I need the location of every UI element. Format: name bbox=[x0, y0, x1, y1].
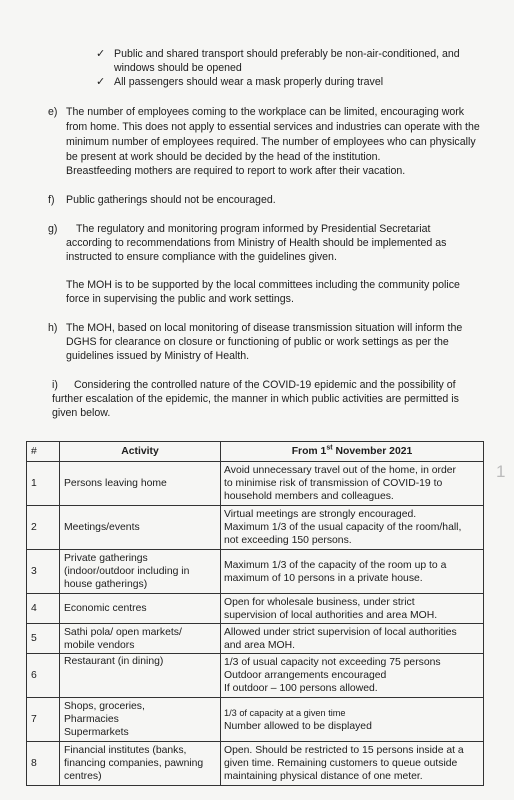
item-i-line: Considering the controlled nature of the COVID-19 epidemic and the possibility of bbox=[74, 379, 456, 391]
item-i-line: given below. bbox=[52, 407, 111, 419]
table-row bbox=[27, 698, 484, 742]
row-number: 4 bbox=[27, 594, 60, 624]
item-h-marker: h) bbox=[48, 322, 58, 334]
activities-table bbox=[26, 441, 484, 786]
item-g-line: according to recommendations from Ministry of Health should be implemented as bbox=[66, 237, 447, 249]
item-g-para2-line: force in supervising the public and work settings. bbox=[66, 293, 294, 305]
bullet-transport-line2: windows should be opened bbox=[114, 62, 242, 74]
item-g-marker: g) bbox=[48, 223, 58, 235]
bullet-mask: All passengers should wear a mask properly during travel bbox=[114, 76, 384, 88]
table-row bbox=[27, 550, 484, 594]
item-e-line: from home. This does not apply to essential services and industries can operate with the bbox=[66, 121, 480, 133]
table-row bbox=[27, 742, 484, 786]
table-row bbox=[27, 594, 484, 624]
row-rule: Open. Should be restricted to 15 persons inside at a given time. Remaining customers to queue outside maintaining physical distance of one meter. bbox=[221, 742, 484, 786]
page-number: 1 bbox=[496, 462, 506, 481]
col-header-from-date: From 1st November 2021 bbox=[221, 442, 484, 462]
item-g-line: The regulatory and monitoring program informed by Presidential Secretariat bbox=[76, 223, 431, 235]
check-icon: ✓ bbox=[96, 48, 106, 60]
row-activity: Persons leaving home bbox=[60, 462, 221, 506]
item-h-line: The MOH, based on local monitoring of disease transmission situation will inform the bbox=[66, 322, 463, 334]
row-number: 5 bbox=[27, 624, 60, 654]
row-rule: 1/3 of capacity at a given time Number allowed to be displayed bbox=[221, 698, 484, 742]
row-activity: Shops, groceries, Pharmacies Supermarkets bbox=[60, 698, 221, 742]
item-e-line: be present at work should be decided by the head of the institution. bbox=[66, 151, 381, 163]
row-rule: Virtual meetings are strongly encouraged. Maximum 1/3 of the usual capacity of the room/hall, not exceeding 150 persons. bbox=[221, 506, 484, 550]
row-activity: Private gatherings (indoor/outdoor including in house gatherings) bbox=[60, 550, 221, 594]
row-rule: Open for wholesale business, under strict supervision of local authorities and area MOH. bbox=[221, 594, 484, 624]
table-row bbox=[27, 654, 484, 698]
row-activity: Financial institutes (banks, financing companies, pawning centres) bbox=[60, 742, 221, 786]
item-i-marker: i) bbox=[52, 379, 58, 391]
item-h-line: guidelines issued by Ministry of Health. bbox=[66, 350, 250, 362]
item-e-line: The number of employees coming to the workplace can be limited, encouraging work bbox=[66, 106, 465, 118]
item-g-para2-line: The MOH is to be supported by the local committees including the community police bbox=[66, 279, 460, 291]
table-row bbox=[27, 624, 484, 654]
row-number: 8 bbox=[27, 742, 60, 786]
row-number: 2 bbox=[27, 506, 60, 550]
item-i-line: further escalation of the epidemic, the manner in which public activities are permitted is bbox=[52, 393, 459, 405]
col-header-number: # bbox=[27, 442, 60, 462]
item-e-line: Breastfeeding mothers are required to report to work after their vacation. bbox=[66, 165, 406, 177]
item-e-line: minimum number of employees required. The number of employees who can physically bbox=[66, 136, 476, 148]
item-f-marker: f) bbox=[48, 194, 55, 206]
table-row bbox=[27, 462, 484, 506]
row-number: 3 bbox=[27, 550, 60, 594]
item-h-line: DGHS for clearance on closure or functioning of public or work settings as per the bbox=[66, 336, 449, 348]
row-number: 6 bbox=[27, 654, 60, 698]
row-rule: Maximum 1/3 of the capacity of the room up to a maximum of 10 persons in a private house. bbox=[221, 550, 484, 594]
item-g-line: instructed to ensure compliance with the guidelines given. bbox=[66, 251, 337, 263]
row-rule: Avoid unnecessary travel out of the home, in order to minimise risk of transmission of COVID-19 to household members and colleagues. bbox=[221, 462, 484, 506]
check-icon: ✓ bbox=[96, 76, 106, 88]
row-activity: Economic centres bbox=[60, 594, 221, 624]
row-number: 7 bbox=[27, 698, 60, 742]
row-number: 1 bbox=[27, 462, 60, 506]
row-activity: Sathi pola/ open markets/ mobile vendors bbox=[60, 624, 221, 654]
table-header-row bbox=[27, 442, 484, 462]
table-row bbox=[27, 506, 484, 550]
bullet-transport-line1: Public and shared transport should preferably be non-air-conditioned, and bbox=[114, 48, 460, 60]
row-rule: Allowed under strict supervision of local authorities and area MOH. bbox=[221, 624, 484, 654]
row-activity: Meetings/events bbox=[60, 506, 221, 550]
item-f-line: Public gatherings should not be encouraged. bbox=[66, 194, 276, 206]
row-activity: Restaurant (in dining) bbox=[60, 654, 221, 698]
row-rule: 1/3 of usual capacity not exceeding 75 persons Outdoor arrangements encouraged If outdoor – 100 persons allowed. bbox=[221, 654, 484, 698]
item-e-marker: e) bbox=[48, 106, 58, 118]
col-header-activity: Activity bbox=[60, 442, 221, 462]
